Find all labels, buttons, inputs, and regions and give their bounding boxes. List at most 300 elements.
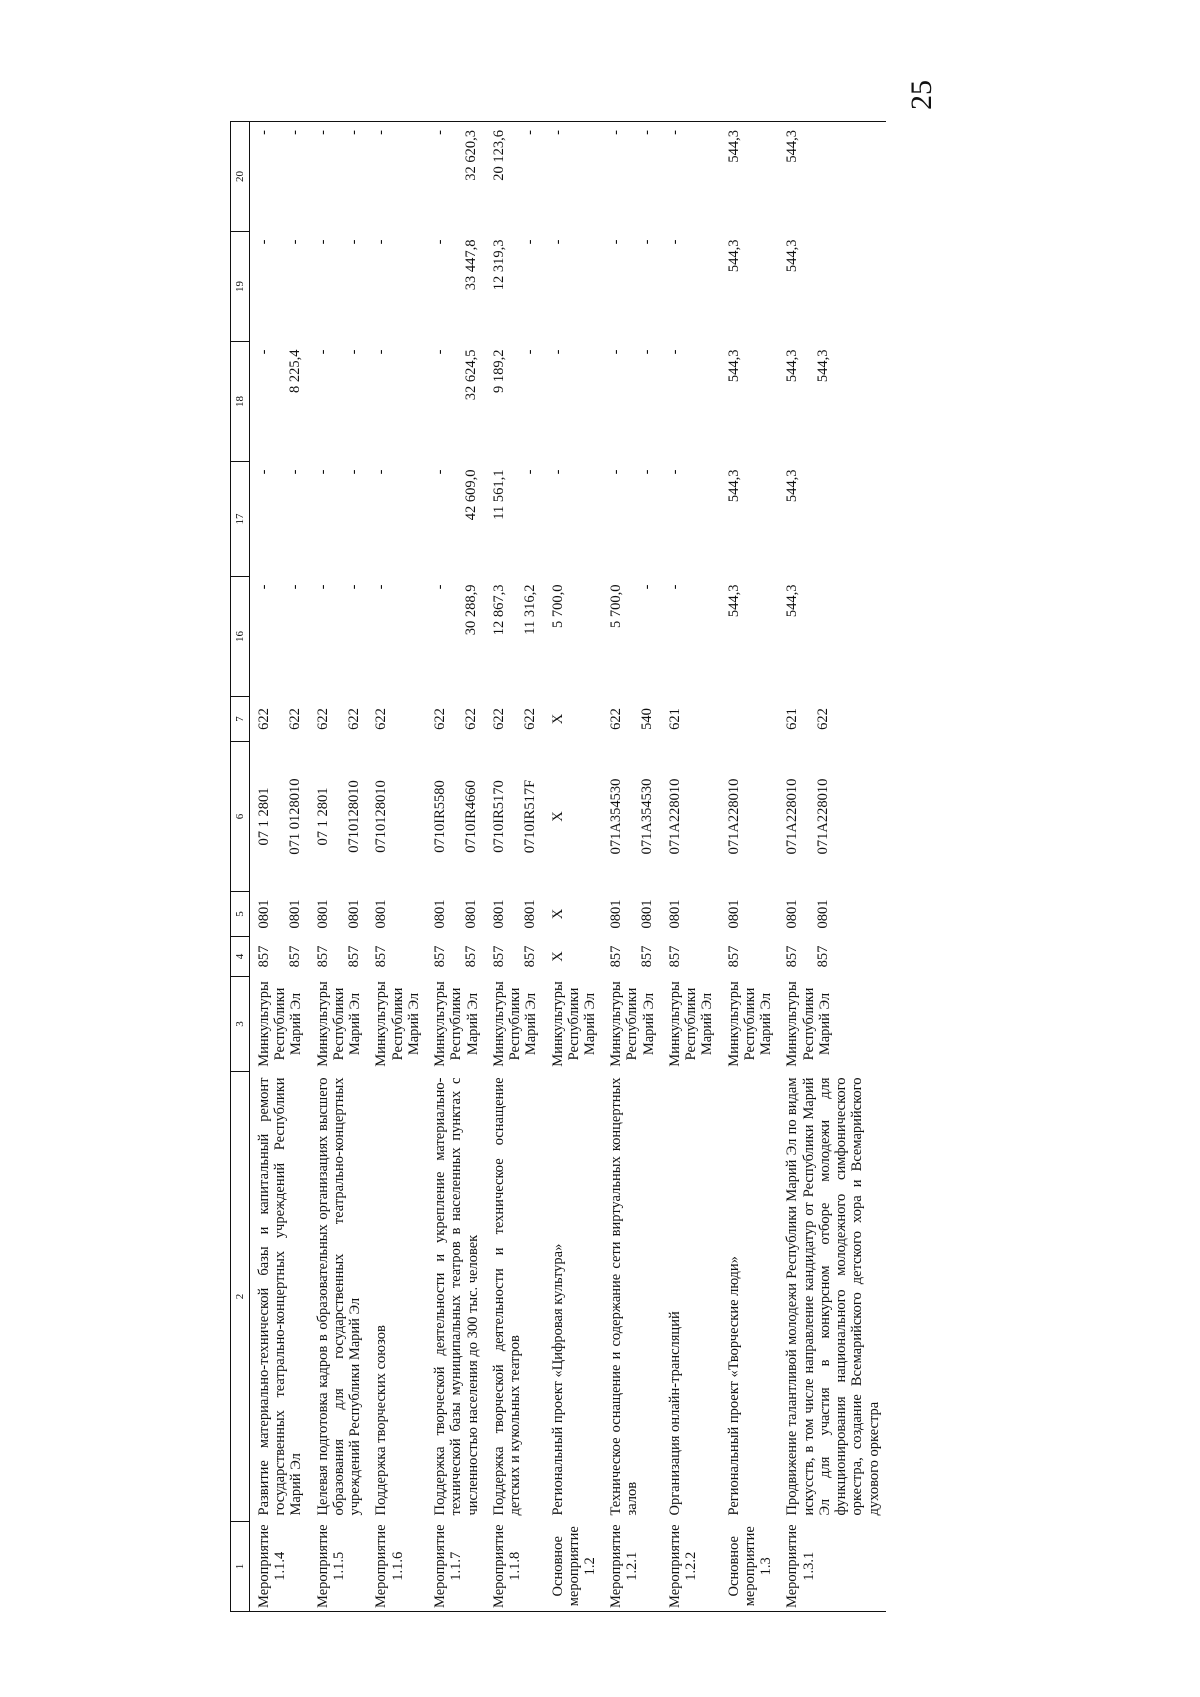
code-7: 622 bbox=[608, 708, 625, 730]
table-row bbox=[720, 122, 779, 1612]
line-gap bbox=[273, 940, 287, 974]
value-19-cell bbox=[602, 232, 661, 342]
value-20: - bbox=[432, 130, 449, 135]
code-6: 0710IR517F bbox=[521, 779, 538, 854]
value-20 bbox=[815, 130, 832, 229]
code-5-cell bbox=[485, 892, 544, 937]
table-row bbox=[661, 122, 720, 1612]
line-gap bbox=[625, 470, 639, 574]
value-16-cell bbox=[720, 577, 779, 697]
value-20: - bbox=[314, 130, 331, 135]
event-id: Мероприятие 1.1.4 bbox=[256, 1524, 289, 1608]
value-16: 5 700,0 bbox=[608, 584, 625, 628]
line-gap bbox=[273, 470, 287, 574]
value-16-cell bbox=[367, 577, 426, 697]
code-5: 0801 bbox=[490, 899, 507, 929]
value-18-cell bbox=[544, 342, 603, 462]
value-16-cell bbox=[485, 577, 544, 697]
line-gap bbox=[332, 350, 346, 459]
code-7: 622 bbox=[373, 708, 390, 730]
code-7 bbox=[726, 700, 743, 739]
col-header-6: 6 bbox=[231, 742, 250, 892]
event-id: Мероприятие 1.1.8 bbox=[490, 1524, 524, 1608]
code-6-cell bbox=[720, 742, 779, 892]
value-16: 544,3 bbox=[784, 584, 801, 618]
code-7: 622 bbox=[287, 708, 303, 730]
value-19-cell bbox=[661, 232, 720, 342]
value-18: - bbox=[432, 349, 449, 355]
value-20-cell bbox=[778, 122, 885, 232]
value-16: - bbox=[373, 584, 390, 590]
code-4: 857 bbox=[345, 945, 362, 968]
value-17: - bbox=[639, 469, 656, 475]
value-19-cell bbox=[426, 232, 485, 342]
code-4: 857 bbox=[666, 945, 683, 968]
executor: Минкультуры Республики Марий Эл bbox=[256, 981, 305, 1067]
value-17: - bbox=[432, 469, 449, 475]
value-18-cell bbox=[250, 342, 309, 462]
value-16-cell bbox=[426, 577, 485, 697]
line-gap bbox=[625, 700, 639, 739]
value-20-cell bbox=[485, 122, 544, 232]
executor: Минкультуры Республики Марий Эл bbox=[608, 981, 657, 1067]
line-gap bbox=[449, 585, 463, 694]
line-gap bbox=[332, 700, 346, 739]
line-gap bbox=[332, 895, 346, 934]
code-7: 621 bbox=[666, 708, 683, 730]
value-18-cell bbox=[426, 342, 485, 462]
value-17: - bbox=[287, 469, 303, 475]
line-gap bbox=[332, 745, 346, 889]
value-19-cell bbox=[309, 232, 368, 342]
value-17: - bbox=[314, 469, 331, 475]
value-16: - bbox=[432, 584, 449, 590]
event-name: Целевая подготовка кадров в образовательных организациях высшего образования для государственных театрально-концертных учреждений Республики Марий Эл bbox=[314, 1077, 364, 1516]
code-4: 857 bbox=[256, 945, 272, 968]
value-19: - bbox=[287, 239, 303, 245]
value-18: - bbox=[608, 349, 625, 355]
code-5: X bbox=[549, 908, 566, 920]
value-18-cell bbox=[778, 342, 885, 462]
value-16-cell bbox=[778, 577, 885, 697]
value-19: - bbox=[345, 239, 362, 245]
col-header-16: 16 bbox=[231, 577, 250, 697]
value-16: - bbox=[314, 584, 331, 590]
value-18: 544,3 bbox=[725, 349, 742, 383]
value-17: - bbox=[549, 469, 566, 475]
code-4: 857 bbox=[725, 945, 742, 968]
value-19: - bbox=[373, 239, 390, 245]
value-18: - bbox=[666, 349, 683, 355]
table-row bbox=[367, 122, 426, 1612]
line-gap bbox=[449, 470, 463, 574]
event-id: Мероприятие 1.1.5 bbox=[314, 1524, 347, 1608]
value-19: - bbox=[608, 239, 625, 245]
value-19: 12 319,3 bbox=[490, 239, 507, 291]
code-4: 857 bbox=[373, 945, 390, 968]
line-gap bbox=[801, 895, 815, 934]
code-7: 622 bbox=[463, 708, 480, 730]
code-4-cell bbox=[367, 937, 426, 977]
value-20: - bbox=[639, 130, 656, 135]
code-4-cell bbox=[250, 937, 309, 977]
code-4-cell bbox=[485, 937, 544, 977]
value-20: - bbox=[256, 130, 272, 135]
line-gap bbox=[449, 700, 463, 739]
line-gap bbox=[625, 940, 639, 974]
value-18-cell bbox=[367, 342, 426, 462]
value-16: - bbox=[256, 584, 272, 590]
value-17: 11 561,1 bbox=[490, 469, 507, 520]
value-20-cell bbox=[544, 122, 603, 232]
code-7: 622 bbox=[345, 708, 362, 730]
value-20: - bbox=[373, 130, 390, 135]
code-5: 0801 bbox=[784, 899, 801, 929]
value-18: 32 624,5 bbox=[463, 349, 480, 401]
line-gap bbox=[801, 700, 815, 739]
code-4: 857 bbox=[815, 945, 832, 968]
event-name: Поддержка творческой деятельности и укрепление материально-технической базы муниципальных театров в населенных пунктах с численностью населения до 300 тыс. человек bbox=[432, 1077, 481, 1516]
value-16-cell bbox=[544, 577, 603, 697]
event-id: Основное мероприятие 1.2 bbox=[549, 1526, 598, 1607]
value-18: 9 189,2 bbox=[490, 349, 507, 393]
value-17: 544,3 bbox=[784, 469, 801, 503]
code-4: 857 bbox=[432, 945, 449, 968]
event-name: Поддержка творческих союзов bbox=[373, 1325, 390, 1516]
value-20-cell bbox=[250, 122, 309, 232]
event-id: Основное мероприятие 1.3 bbox=[725, 1526, 775, 1607]
budget-table bbox=[230, 121, 886, 1612]
code-5-cell bbox=[309, 892, 368, 937]
col-header-4: 4 bbox=[231, 937, 250, 977]
value-20: 32 620,3 bbox=[463, 130, 480, 181]
table-row bbox=[544, 122, 603, 1612]
col-header-17: 17 bbox=[231, 462, 250, 577]
code-5: 0801 bbox=[314, 899, 331, 929]
code-4: 857 bbox=[521, 945, 538, 968]
page-number: 25 bbox=[905, 80, 938, 110]
code-5: 0801 bbox=[725, 899, 742, 929]
code-6-cell bbox=[367, 742, 426, 892]
code-4: X bbox=[549, 951, 566, 962]
code-6: 0710IR5170 bbox=[490, 780, 507, 853]
executor: Минкультуры Республики Марий Эл bbox=[725, 981, 775, 1067]
value-17: - bbox=[608, 469, 625, 475]
code-6: 0710128010 bbox=[373, 780, 390, 853]
value-18: - bbox=[639, 349, 656, 355]
line-gap bbox=[508, 130, 522, 229]
value-18: - bbox=[314, 349, 331, 355]
executor: Минкультуры Республики Марий Эл bbox=[314, 981, 364, 1067]
value-20: - bbox=[521, 130, 538, 135]
code-6: 0710128010 bbox=[345, 780, 362, 853]
value-17-cell bbox=[309, 462, 368, 577]
value-17: - bbox=[666, 469, 683, 475]
event-id: Мероприятие 1.2.2 bbox=[666, 1524, 700, 1608]
table-header-row bbox=[231, 122, 250, 1612]
value-16: 544,3 bbox=[725, 584, 742, 618]
value-16: - bbox=[345, 584, 362, 590]
code-5-cell bbox=[778, 892, 885, 937]
line-gap bbox=[508, 700, 522, 739]
code-7-cell bbox=[544, 697, 603, 742]
rotated-table-container bbox=[230, 122, 990, 1612]
line-gap bbox=[625, 350, 639, 459]
value-20: - bbox=[549, 130, 566, 135]
line-gap bbox=[508, 350, 522, 459]
event-name: Развитие материально-технической базы и капитальный ремонт государственных театрально-концертных учреждений Республики Марий Эл bbox=[256, 1077, 305, 1516]
value-20: - bbox=[608, 130, 625, 135]
code-6-cell bbox=[309, 742, 368, 892]
code-6: 071A228010 bbox=[725, 778, 742, 855]
executor: Минкультуры Республики Марий Эл bbox=[666, 981, 716, 1067]
event-id: Мероприятие 1.1.6 bbox=[373, 1524, 406, 1608]
code-7: 622 bbox=[521, 708, 538, 730]
value-19: 544,3 bbox=[784, 239, 801, 273]
value-18: - bbox=[345, 349, 362, 355]
code-6: 071A228010 bbox=[815, 778, 832, 855]
value-16: 30 288,9 bbox=[463, 584, 480, 636]
value-17: - bbox=[521, 469, 538, 475]
col-header-1: 1 bbox=[231, 1522, 250, 1612]
value-16: - bbox=[639, 584, 656, 590]
code-4: 857 bbox=[490, 945, 507, 968]
code-6-cell bbox=[544, 742, 603, 892]
code-6: 071A354530 bbox=[608, 778, 625, 855]
line-gap bbox=[273, 130, 287, 229]
code-4: 857 bbox=[314, 945, 331, 968]
executor: Минкультуры Республики Марий Эл bbox=[432, 981, 481, 1067]
table-row bbox=[309, 122, 368, 1612]
line-gap bbox=[273, 895, 287, 934]
value-20-cell bbox=[720, 122, 779, 232]
table-row bbox=[250, 122, 309, 1612]
line-gap bbox=[625, 130, 639, 229]
event-name: Организация онлайн-трансляций bbox=[666, 1311, 683, 1516]
code-5-cell bbox=[602, 892, 661, 937]
line-gap bbox=[449, 940, 463, 974]
line-gap bbox=[449, 745, 463, 889]
code-7-cell bbox=[250, 697, 309, 742]
code-5-cell bbox=[367, 892, 426, 937]
value-18: - bbox=[373, 349, 390, 355]
value-18-cell bbox=[485, 342, 544, 462]
value-16: - bbox=[666, 584, 683, 590]
value-18: 8 225,4 bbox=[287, 349, 303, 393]
line-gap bbox=[332, 470, 346, 574]
code-6: 071 0128010 bbox=[287, 778, 303, 855]
line-gap bbox=[273, 350, 287, 459]
code-6-cell bbox=[602, 742, 661, 892]
value-17: - bbox=[256, 469, 272, 475]
event-id: Мероприятие 1.3.1 bbox=[784, 1524, 817, 1608]
code-6: 071A354530 bbox=[639, 778, 656, 855]
value-20: 544,3 bbox=[725, 130, 742, 163]
event-id: Мероприятие 1.2.1 bbox=[608, 1524, 641, 1608]
line-gap bbox=[332, 585, 346, 694]
code-6: 0710IR4660 bbox=[463, 780, 480, 853]
value-19: - bbox=[639, 239, 656, 245]
line-gap bbox=[449, 240, 463, 339]
code-7-cell bbox=[661, 697, 720, 742]
value-20-cell bbox=[426, 122, 485, 232]
value-17: - bbox=[345, 469, 362, 475]
code-6-cell bbox=[485, 742, 544, 892]
table-row bbox=[778, 122, 885, 1612]
value-17-cell bbox=[544, 462, 603, 577]
code-7: 622 bbox=[490, 708, 507, 730]
code-5: 0801 bbox=[345, 899, 362, 929]
code-5: 0801 bbox=[256, 899, 272, 929]
event-name: Региональный проект «Цифровая культура» bbox=[549, 1243, 566, 1516]
code-6-cell bbox=[426, 742, 485, 892]
col-header-19: 19 bbox=[231, 232, 250, 342]
code-6: 07 1 2801 bbox=[256, 787, 272, 846]
value-18-cell bbox=[309, 342, 368, 462]
value-19-cell bbox=[720, 232, 779, 342]
value-20-cell bbox=[309, 122, 368, 232]
line-gap bbox=[801, 745, 815, 889]
value-20: - bbox=[666, 130, 683, 135]
value-19-cell bbox=[544, 232, 603, 342]
event-name: Продвижение талантливой молодежи Республики Марий Эл по видам искусств, в том числе направление кандидатур от Республики Марий Эл для участия в конкурсном отборе молодежи для функционирования национального молодежного симфонического оркестра, создание Всемарийского детского хора и Всемарийского духового оркестра bbox=[784, 1077, 882, 1516]
line-gap bbox=[273, 700, 287, 739]
value-16-cell bbox=[602, 577, 661, 697]
col-header-5: 5 bbox=[231, 892, 250, 937]
value-19: - bbox=[549, 239, 566, 245]
value-20-cell bbox=[602, 122, 661, 232]
value-19-cell bbox=[250, 232, 309, 342]
code-4-cell bbox=[778, 937, 885, 977]
value-19: - bbox=[666, 239, 683, 245]
code-4-cell bbox=[720, 937, 779, 977]
code-5-cell bbox=[250, 892, 309, 937]
code-7-cell bbox=[309, 697, 368, 742]
value-17: 544,3 bbox=[725, 469, 742, 503]
code-4-cell bbox=[602, 937, 661, 977]
value-16: 5 700,0 bbox=[549, 584, 566, 628]
code-5: 0801 bbox=[373, 899, 390, 929]
code-5: 0801 bbox=[521, 899, 538, 929]
line-gap bbox=[273, 745, 287, 889]
code-4-cell bbox=[661, 937, 720, 977]
value-20-cell bbox=[367, 122, 426, 232]
executor: Минкультуры Республики Марий Эл bbox=[373, 981, 422, 1067]
line-gap bbox=[273, 240, 287, 339]
code-6: 0710IR5580 bbox=[432, 780, 449, 853]
value-18-cell bbox=[602, 342, 661, 462]
code-6-cell bbox=[250, 742, 309, 892]
value-16: 11 316,2 bbox=[521, 584, 538, 635]
code-4: 857 bbox=[784, 945, 801, 968]
code-7: 622 bbox=[815, 708, 832, 730]
value-19-cell bbox=[367, 232, 426, 342]
value-17 bbox=[815, 470, 832, 574]
col-header-20: 20 bbox=[231, 122, 250, 232]
line-gap bbox=[449, 130, 463, 229]
value-18: 544,3 bbox=[815, 349, 832, 383]
col-header-2: 2 bbox=[231, 1072, 250, 1522]
value-18: - bbox=[521, 349, 538, 355]
value-19: - bbox=[432, 239, 449, 245]
code-7-cell bbox=[426, 697, 485, 742]
value-19 bbox=[815, 240, 832, 339]
value-16 bbox=[815, 585, 832, 694]
value-17-cell bbox=[778, 462, 885, 577]
value-19: - bbox=[256, 239, 272, 245]
event-id: Мероприятие 1.1.7 bbox=[432, 1524, 465, 1608]
table-row bbox=[426, 122, 485, 1612]
code-5-cell bbox=[426, 892, 485, 937]
value-17: 42 609,0 bbox=[463, 469, 480, 521]
value-18: - bbox=[549, 349, 566, 355]
line-gap bbox=[449, 350, 463, 459]
code-5: 0801 bbox=[608, 899, 625, 929]
value-16-cell bbox=[661, 577, 720, 697]
value-20: 544,3 bbox=[784, 130, 801, 163]
code-7-cell bbox=[778, 697, 885, 742]
col-header-3: 3 bbox=[231, 977, 250, 1072]
line-gap bbox=[273, 585, 287, 694]
table-row bbox=[485, 122, 544, 1612]
code-4: 857 bbox=[608, 945, 625, 968]
col-header-7: 7 bbox=[231, 697, 250, 742]
line-gap bbox=[625, 585, 639, 694]
code-5-cell bbox=[720, 892, 779, 937]
code-4: 857 bbox=[287, 945, 303, 968]
value-17-cell bbox=[602, 462, 661, 577]
line-gap bbox=[508, 470, 522, 574]
code-7-cell bbox=[602, 697, 661, 742]
value-19-cell bbox=[778, 232, 885, 342]
value-18-cell bbox=[661, 342, 720, 462]
line-gap bbox=[801, 585, 815, 694]
line-gap bbox=[625, 895, 639, 934]
executor: Минкультуры Республики Марий Эл bbox=[549, 981, 598, 1067]
value-16-cell bbox=[250, 577, 309, 697]
line-gap bbox=[508, 745, 522, 889]
executor: Минкультуры Республики Марий Эл bbox=[490, 981, 540, 1067]
table-body bbox=[250, 122, 886, 1612]
line-gap bbox=[508, 940, 522, 974]
table-row bbox=[602, 122, 661, 1612]
value-16: - bbox=[287, 584, 303, 590]
code-6: 071A228010 bbox=[784, 778, 801, 855]
code-7-cell bbox=[720, 697, 779, 742]
value-17-cell bbox=[661, 462, 720, 577]
code-7: X bbox=[549, 713, 566, 725]
code-4-cell bbox=[309, 937, 368, 977]
code-5: 0801 bbox=[666, 899, 683, 929]
value-17-cell bbox=[426, 462, 485, 577]
code-5: 0801 bbox=[287, 899, 303, 929]
code-6: 07 1 2801 bbox=[314, 787, 331, 846]
value-18: 544,3 bbox=[784, 349, 801, 383]
code-5: 0801 bbox=[463, 899, 480, 929]
executor: Минкультуры Республики Марий Эл bbox=[784, 981, 833, 1067]
event-name: Региональный проект «Творческие люди» bbox=[725, 1256, 742, 1516]
code-4-cell bbox=[544, 937, 603, 977]
value-20: - bbox=[287, 130, 303, 135]
code-7: 621 bbox=[784, 708, 801, 730]
value-18-cell bbox=[720, 342, 779, 462]
line-gap bbox=[625, 240, 639, 339]
line-gap bbox=[508, 240, 522, 339]
line-gap bbox=[332, 130, 346, 229]
code-7-cell bbox=[367, 697, 426, 742]
code-7: 540 bbox=[639, 708, 656, 730]
code-7-cell bbox=[485, 697, 544, 742]
